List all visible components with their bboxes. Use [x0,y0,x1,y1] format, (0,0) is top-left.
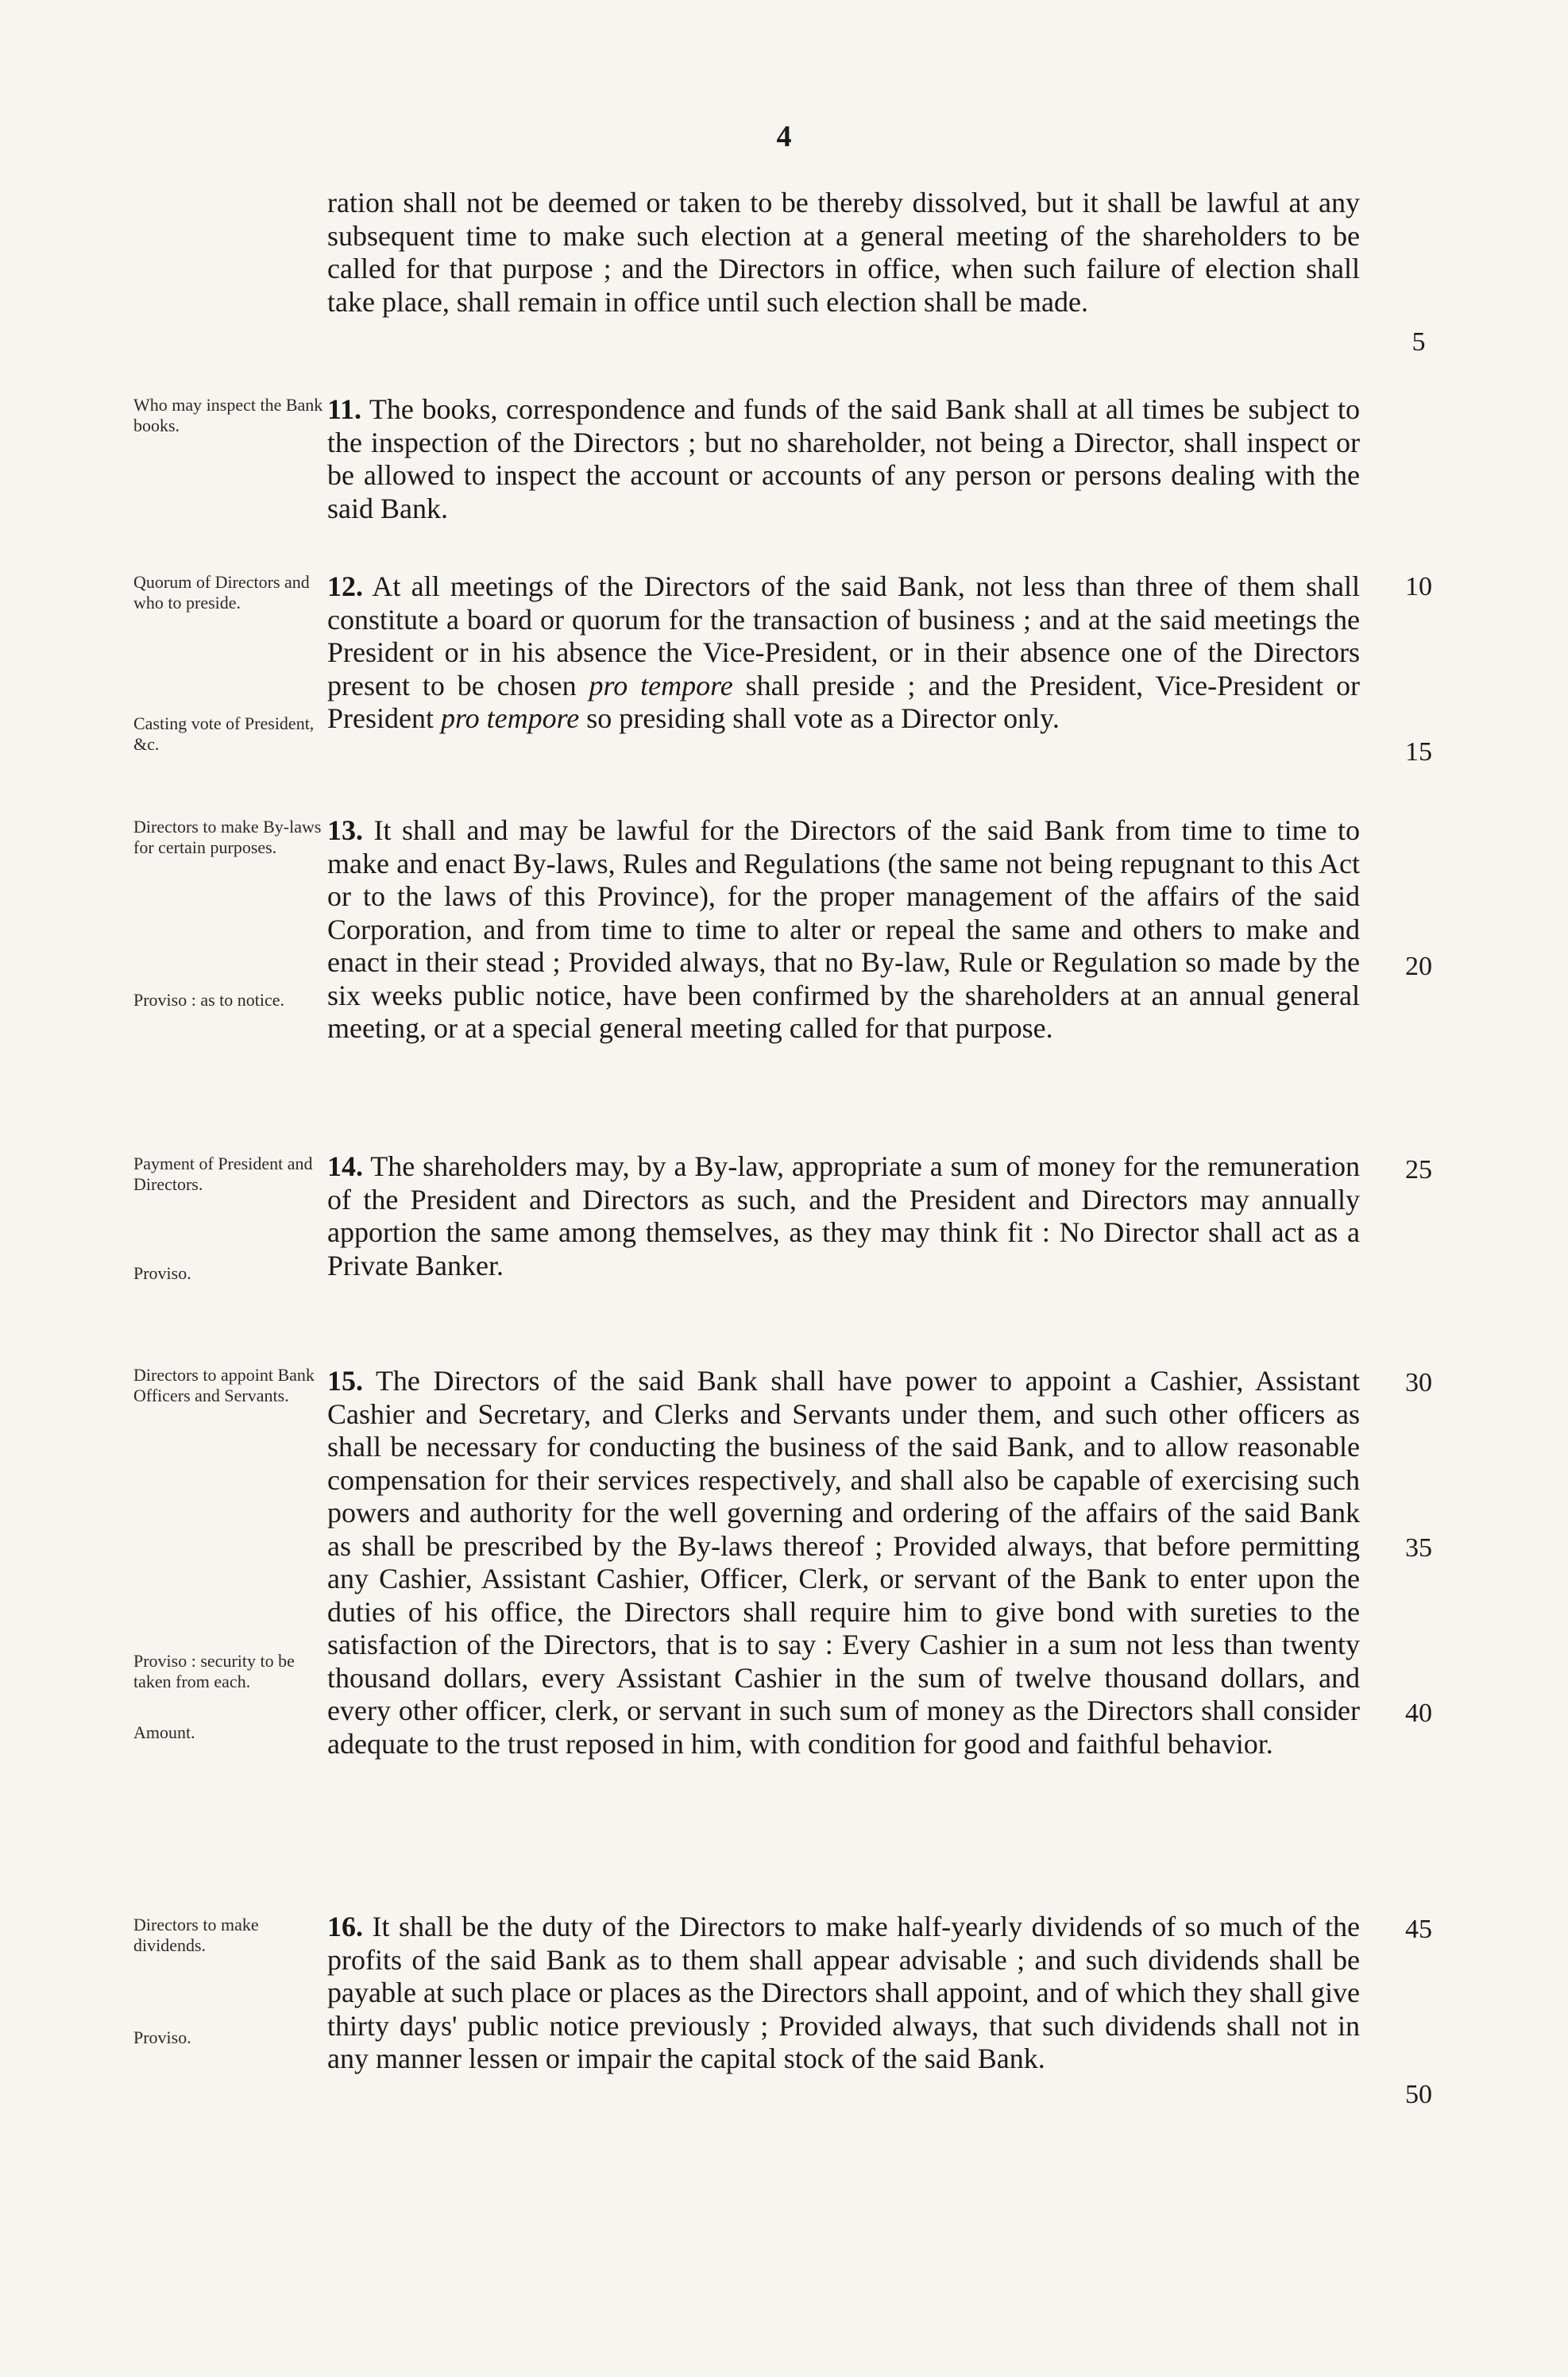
margin-note-amount: Amount. [133,1722,195,1742]
section-13 [327,814,1360,1045]
section-number: 14. [327,1150,363,1182]
line-number-30: 30 [1405,1368,1432,1397]
margin-note-quorum: Quorum of Directors and who to preside. [133,572,310,613]
section-text: It shall be the duty of the Directors to make half-yearly dividends of so much of the profits of the said Bank as to them shall appear advisable ; and such dividends shall be payable at such place or places as the Directors shall appoint, and of which they shall give thirty days' public notice previously ; Provided always, that such dividends shall not in any manner lessen or impair the capital stock of the said Bank. [327,1911,1360,2074]
section-text: It shall and may be lawful for the Directors of the said Bank from time to time to make and enact By-laws, Rules and Regulations (the same not being repugnant to this Act or to the laws of this Province), for the proper management of the affairs of the said Corporation, and from time to time to alter or repeal the same and others to make and enact in their stead ; Provided always, that no By-law, Rule or Regulation so made by the six weeks public notice, have been confirmed by the shareholders at an annual general meeting, or at a special general meeting called for that purpose. [327,814,1360,1044]
section-number: 12. [327,570,363,602]
section-12 [327,570,1360,736]
margin-note-proviso-dividends: Proviso. [133,2027,191,2047]
section-text: At all meetings of the Directors of the said Bank, not less than three of them shall constitute a board or quorum for the transaction of business ; and at the said meetings the President or in his absence the Vice-President, or in their absence one of the Directors present to be chosen [327,570,1360,702]
margin-note-inspect-books: Who may inspect the Bank books. [133,395,323,435]
page-number: 4 [776,120,792,153]
section-text: The books, correspondence and funds of the said Bank shall at all times be subject to the inspection of the Directors ; but no shareholder, not being a Director, shall inspect or be allowed to inspect the account or accounts of any person or persons dealing with the said Bank. [327,393,1360,524]
line-number-15: 15 [1405,737,1432,767]
section-number: 13. [327,814,363,846]
italic-phrase: pro tempore [440,702,580,734]
margin-note-proviso-notice: Proviso : as to notice. [133,990,285,1010]
line-number-25: 25 [1405,1155,1432,1185]
section-11 [327,393,1360,525]
line-number-35: 35 [1405,1533,1432,1563]
line-number-5: 5 [1412,327,1426,357]
line-number-45: 45 [1405,1915,1432,1944]
margin-note-casting-vote: Casting vote of President, &c. [133,713,315,754]
line-number-40: 40 [1405,1699,1432,1728]
line-number-10: 10 [1405,572,1432,601]
margin-note-officers: Directors to appoint Bank Officers and Servants. [133,1365,315,1405]
section-number: 11. [327,393,362,425]
line-number-20: 20 [1405,952,1432,981]
section-number: 16. [327,1911,363,1942]
margin-note-payment: Payment of President and Directors. [133,1154,313,1194]
section-14 [327,1150,1360,1282]
margin-note-security: Proviso : security to be taken from each. [133,1651,295,1691]
margin-note-proviso: Proviso. [133,1263,191,1283]
section-15 [327,1365,1360,1761]
section-text: so presiding shall vote as a Director only. [579,702,1060,734]
section-text: shall preside ; and the President, Vice-President or President [327,669,1360,734]
intro-paragraph: ration shall not be deemed or taken to be thereby dissolved, but it shall be lawful at any subsequent time to make such election at a general meeting of the shareholders to be called for that purpose ; and the Directors in office, when such failure of election shall take place, shall remain in office until such election shall be made. [327,187,1360,318]
section-16 [327,1911,1360,2076]
line-number-50: 50 [1405,2080,1432,2109]
margin-note-dividends: Directors to make dividends. [133,1915,259,1955]
section-text: The Directors of the said Bank shall have power to appoint a Cashier, Assistant Cashier and Secretary, and Clerks and Servants under them, and such other officers as shall be necessary for conducting the business of the said Bank, and to allow reasonable compensation for their services respectively, and shall also be capable of exercising such powers and authority for the well governing and ordering of the affairs of the said Bank as shall be prescribed by the By-laws thereof ; Provided always, that before permitting any Cashier, Assistant Cashier, Officer, Clerk, or servant of the Bank to enter upon the duties of his office, the Directors shall require him to give bond with sureties to the satisfaction of the Directors, that is to say : Every Cashier in a sum not less than twenty thousand dollars, every Assistant Cashier in the sum of twelve thousand dollars, and every other officer, clerk, or servant in such sum of money as the Directors shall consider adequate to the trust reposed in him, with condition for good and faithful behavior. [327,1365,1360,1760]
section-number: 15. [327,1365,363,1397]
margin-note-by-laws: Directors to make By-laws for certain purposes. [133,817,322,857]
section-text: The shareholders may, by a By-law, appropriate a sum of money for the remuneration of the President and Directors as such, and the President and Directors may annually apportion the same among themselves, as they may think fit : No Director shall act as a Private Banker. [327,1150,1360,1281]
italic-phrase: pro tempore [589,669,733,702]
